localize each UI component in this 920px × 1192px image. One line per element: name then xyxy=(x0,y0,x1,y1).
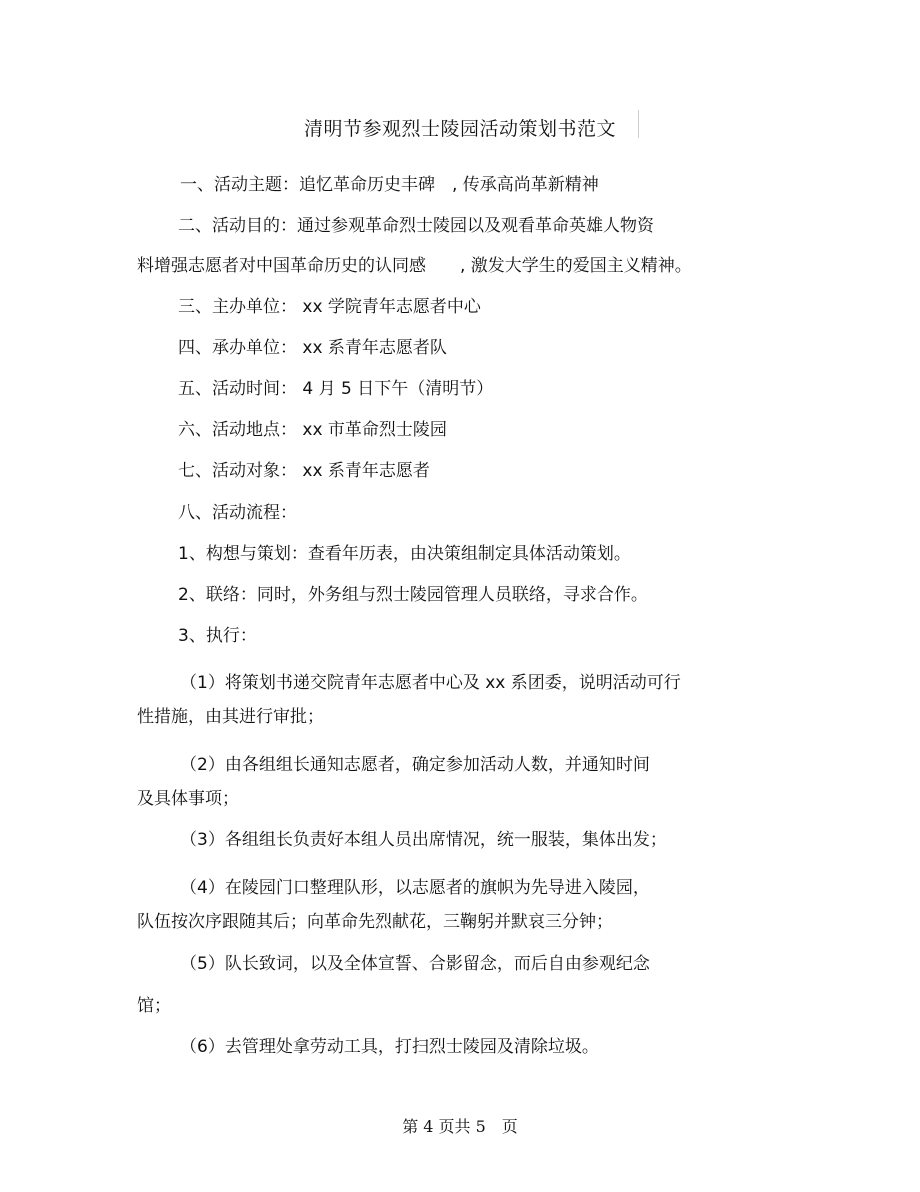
process-heading: 八、活动流程： xyxy=(178,503,297,523)
execution-item-1: （1）将策划书递交院青年志愿者中心及 xx 系团委，说明活动可行 xyxy=(180,673,681,693)
location-line: 六、活动地点： xx 市革命烈士陵园 xyxy=(178,420,447,440)
document-title: 清明节参观烈士陵园活动策划书范文 xyxy=(303,118,616,140)
process-step-2: 2、联络：同时，外务组与烈士陵园管理人员联络，寻求合作。 xyxy=(178,585,648,605)
execution-item-5-continued: 馆； xyxy=(137,996,171,1016)
execution-item-6: （6）去管理处拿劳动工具，打扫烈士陵园及清除垃圾。 xyxy=(180,1037,599,1057)
execution-item-2: （2）由各组组长通知志愿者，确定参加活动人数，并通知时间 xyxy=(180,755,650,775)
process-step-3: 3、执行： xyxy=(178,626,257,646)
title-margin-mark xyxy=(638,110,639,138)
execution-item-4: （4）在陵园门口整理队形，以志愿者的旗帜为先导进入陵园， xyxy=(180,878,650,898)
execution-item-5: （5）队长致词，以及全体宣誓、合影留念，而后自由参观纪念 xyxy=(180,954,650,974)
execution-item-1-continued: 性措施，由其进行审批； xyxy=(137,707,324,727)
execution-item-4-continued: 队伍按次序跟随其后；向革命先烈献花，三鞠躬并默哀三分钟； xyxy=(137,912,613,932)
execution-item-3: （3）各组组长负责好本组人员出席情况，统一服装，集体出发； xyxy=(180,830,667,850)
page-number-footer: 第 4 页共 5 页 xyxy=(402,1117,518,1136)
co-organizer-line: 四、承办单位： xx 系青年志愿者队 xyxy=(178,338,447,358)
participants-line: 七、活动对象： xx 系青年志愿者 xyxy=(178,461,430,481)
purpose-line: 二、活动目的：通过参观革命烈士陵园以及观看革命英雄人物资 xyxy=(178,216,654,236)
theme-line: 一、活动主题：追忆革命历史丰碑 , 传承高尚革新精神 xyxy=(180,175,599,195)
organizer-line: 三、主办单位： xx 学院青年志愿者中心 xyxy=(178,297,481,317)
process-step-1: 1、构想与策划：查看年历表，由决策组制定具体活动策划。 xyxy=(178,544,631,564)
time-line: 五、活动时间： 4 月 5 日下午（清明节） xyxy=(178,379,494,399)
execution-item-2-continued: 及具体事项； xyxy=(137,789,239,809)
purpose-line-continued: 料增强志愿者对中国革命历史的认同感 , 激发大学生的爱国主义精神。 xyxy=(137,256,692,276)
